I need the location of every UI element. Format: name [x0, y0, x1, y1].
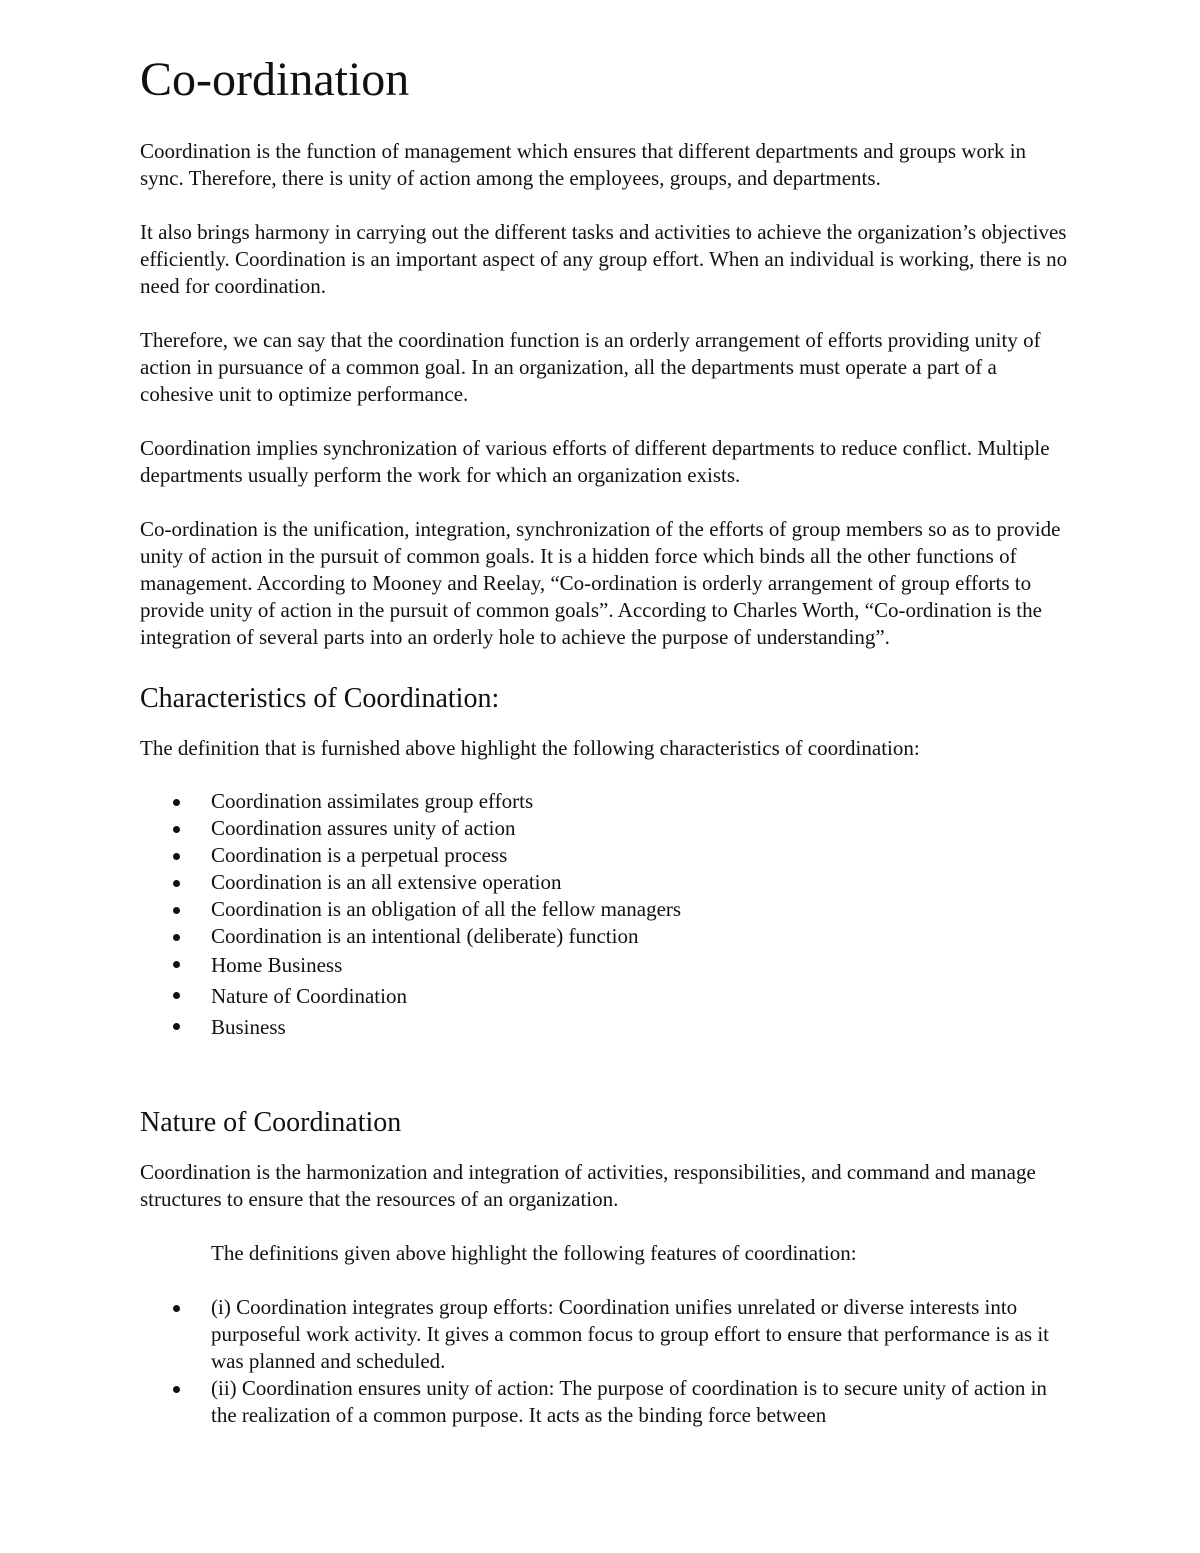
characteristics-lead: The definition that is furnished above highlight the following characteristics of coordination:	[140, 736, 920, 760]
bullet-icon	[173, 1023, 180, 1030]
characteristics-heading: Characteristics of Coordination:	[140, 683, 500, 714]
list-item: Business	[140, 1012, 1070, 1043]
list-item: (ii) Coordination ensures unity of action: The purpose of coordination is to secure unity of action in the realization of a common purpose. It acts as the binding force between	[140, 1375, 1070, 1429]
nature-heading: Nature of Coordination	[140, 1107, 402, 1138]
bullet-icon	[173, 1305, 180, 1312]
characteristics-list	[140, 788, 1070, 1043]
list-item: Coordination is an all extensive operation	[140, 869, 1070, 896]
intro-paragraph-2: It also brings harmony in carrying out the different tasks and activities to achieve the organization’s objectives efficiently. Coordination is an important aspect of any group effort. When an individual is working, there is no need for coordination.	[140, 220, 1068, 298]
nature-lead: The definitions given above highlight the following features of coordination:	[211, 1241, 857, 1265]
list-item: Coordination assures unity of action	[140, 815, 1070, 842]
intro-paragraph-4: Coordination implies synchronization of various efforts of different departments to reduce conflict. Multiple departments usually perform the work for which an organization exists.	[140, 436, 1050, 487]
bullet-icon	[173, 992, 180, 999]
bullet-icon	[173, 961, 180, 968]
bullet-icon	[173, 799, 180, 806]
list-item: Coordination is an obligation of all the fellow managers	[140, 896, 1070, 923]
list-item: Coordination is an intentional (deliberate) function	[140, 923, 1070, 950]
bullet-icon	[173, 826, 180, 833]
intro-paragraph-3: Therefore, we can say that the coordination function is an orderly arrangement of efforts providing unity of action in pursuance of a common goal. In an organization, all the departments must operate a part of a cohesive unit to optimize performance.	[140, 328, 1041, 406]
bullet-icon	[173, 853, 180, 860]
list-item: (i) Coordination integrates group efforts: Coordination unifies unrelated or diverse interests into purposeful work activity. It gives a common focus to group effort to ensure that performance is as it was planned and scheduled.	[140, 1294, 1070, 1375]
list-item: Nature of Coordination	[140, 981, 1070, 1012]
intro-paragraph-5: Co-ordination is the unification, integration, synchronization of the efforts of group members so as to provide unity of action in the pursuit of common goals. It is a hidden force which binds all the other functions of management. According to Mooney and Reelay, “Co-ordination is orderly arrangement of group efforts to provide unity of action in the pursuit of common goals”. According to Charles Worth, “Co-ordination is the integration of several parts into an orderly hole to achieve the purpose of understanding”.	[140, 517, 1061, 649]
list-item: Coordination is a perpetual process	[140, 842, 1070, 869]
bullet-icon	[173, 880, 180, 887]
bullet-icon	[173, 907, 180, 914]
document-page	[140, 50, 1070, 1429]
page-title: Co-ordination	[140, 53, 410, 106]
nature-paragraph: Coordination is the harmonization and integration of activities, responsibilities, and command and manage structures to ensure that the resources of an organization.	[140, 1160, 1036, 1211]
list-item: Home Business	[140, 950, 1070, 981]
nature-features-list	[140, 1294, 1070, 1429]
intro-paragraph-1: Coordination is the function of management which ensures that different departments and groups work in sync. Therefore, there is unity of action among the employees, groups, and departments.	[140, 139, 1027, 190]
bullet-icon	[173, 1386, 180, 1393]
list-item: Coordination assimilates group efforts	[140, 788, 1070, 815]
bullet-icon	[173, 934, 180, 941]
